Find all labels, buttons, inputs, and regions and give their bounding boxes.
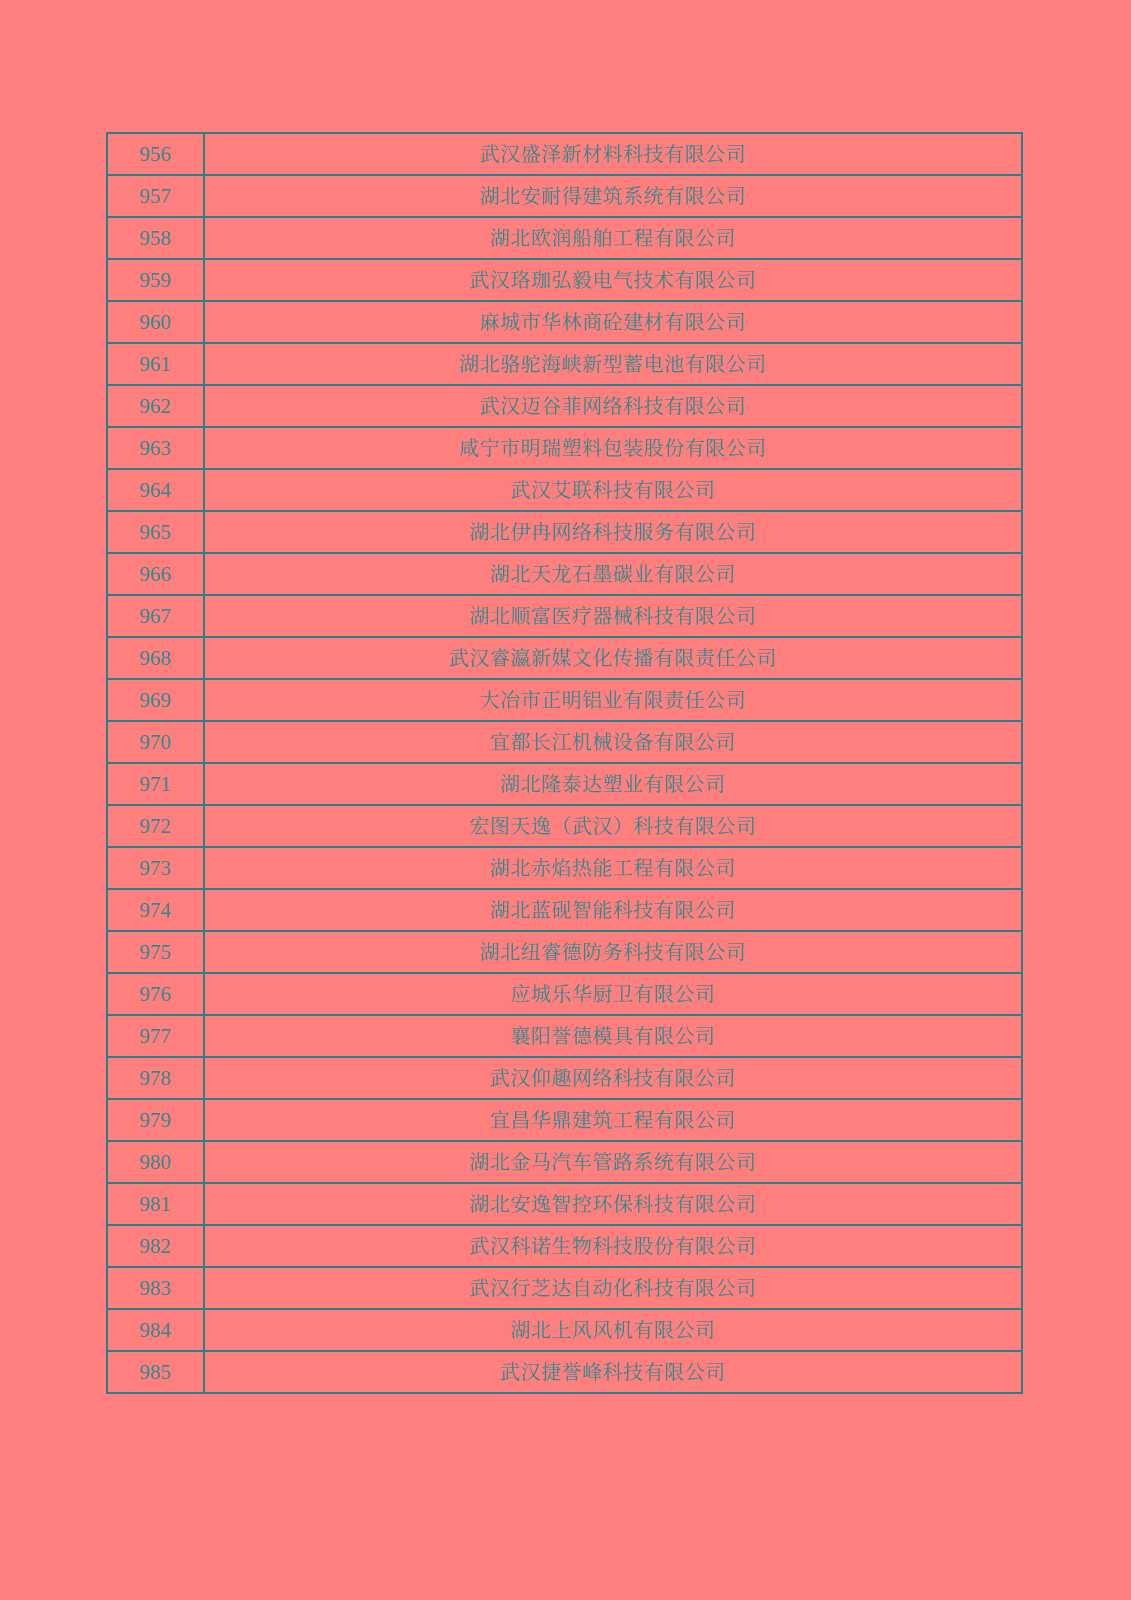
table-row (107, 721, 1022, 763)
table-row (107, 595, 1022, 637)
table-row (107, 427, 1022, 469)
company-name-cell: 湖北顺富医疗器械科技有限公司 (204, 595, 1022, 637)
row-number-cell: 984 (107, 1309, 204, 1351)
company-name-cell: 武汉艾联科技有限公司 (204, 469, 1022, 511)
company-name-cell: 武汉捷誉峰科技有限公司 (204, 1351, 1022, 1393)
table-row (107, 763, 1022, 805)
row-number-cell: 956 (107, 133, 204, 175)
table-row (107, 637, 1022, 679)
table-row (107, 679, 1022, 721)
table-row (107, 133, 1022, 175)
company-name-cell: 宜昌华鼎建筑工程有限公司 (204, 1099, 1022, 1141)
company-name-cell: 宜都长江机械设备有限公司 (204, 721, 1022, 763)
table-row (107, 847, 1022, 889)
company-name-cell: 湖北安耐得建筑系统有限公司 (204, 175, 1022, 217)
row-number-cell: 975 (107, 931, 204, 973)
company-list-body (107, 133, 1022, 1393)
table-row (107, 1267, 1022, 1309)
table-row (107, 259, 1022, 301)
row-number-cell: 957 (107, 175, 204, 217)
row-number-cell: 983 (107, 1267, 204, 1309)
row-number-cell: 958 (107, 217, 204, 259)
company-name-cell: 湖北骆驼海峡新型蓄电池有限公司 (204, 343, 1022, 385)
company-name-cell: 武汉行芝达自动化科技有限公司 (204, 1267, 1022, 1309)
table-row (107, 217, 1022, 259)
table-row (107, 1225, 1022, 1267)
row-number-cell: 959 (107, 259, 204, 301)
company-name-cell: 湖北上风风机有限公司 (204, 1309, 1022, 1351)
company-name-cell: 武汉珞珈弘毅电气技术有限公司 (204, 259, 1022, 301)
table-row (107, 511, 1022, 553)
row-number-cell: 977 (107, 1015, 204, 1057)
row-number-cell: 980 (107, 1141, 204, 1183)
company-name-cell: 湖北蓝砚智能科技有限公司 (204, 889, 1022, 931)
company-name-cell: 武汉盛泽新材料科技有限公司 (204, 133, 1022, 175)
company-name-cell: 武汉科诺生物科技股份有限公司 (204, 1225, 1022, 1267)
table-row (107, 1141, 1022, 1183)
company-name-cell: 宏图天逸（武汉）科技有限公司 (204, 805, 1022, 847)
company-name-cell: 武汉仰趣网络科技有限公司 (204, 1057, 1022, 1099)
row-number-cell: 972 (107, 805, 204, 847)
row-number-cell: 966 (107, 553, 204, 595)
table-row (107, 343, 1022, 385)
table-row (107, 1351, 1022, 1393)
table-row (107, 385, 1022, 427)
row-number-cell: 978 (107, 1057, 204, 1099)
table-row (107, 1099, 1022, 1141)
row-number-cell: 961 (107, 343, 204, 385)
company-name-cell: 应城乐华厨卫有限公司 (204, 973, 1022, 1015)
table-row (107, 175, 1022, 217)
table-row (107, 1015, 1022, 1057)
row-number-cell: 964 (107, 469, 204, 511)
row-number-cell: 976 (107, 973, 204, 1015)
row-number-cell: 965 (107, 511, 204, 553)
row-number-cell: 967 (107, 595, 204, 637)
row-number-cell: 968 (107, 637, 204, 679)
company-name-cell: 武汉睿瀛新媒文化传播有限责任公司 (204, 637, 1022, 679)
row-number-cell: 969 (107, 679, 204, 721)
row-number-cell: 973 (107, 847, 204, 889)
company-name-cell: 湖北安逸智控环保科技有限公司 (204, 1183, 1022, 1225)
table-row (107, 301, 1022, 343)
row-number-cell: 962 (107, 385, 204, 427)
company-name-cell: 湖北伊冉网络科技服务有限公司 (204, 511, 1022, 553)
table-row (107, 469, 1022, 511)
table-row (107, 1057, 1022, 1099)
table-row (107, 889, 1022, 931)
row-number-cell: 979 (107, 1099, 204, 1141)
company-name-cell: 湖北赤焰热能工程有限公司 (204, 847, 1022, 889)
company-name-cell: 襄阳誉德模具有限公司 (204, 1015, 1022, 1057)
row-number-cell: 981 (107, 1183, 204, 1225)
row-number-cell: 974 (107, 889, 204, 931)
table-row (107, 553, 1022, 595)
table-row (107, 1183, 1022, 1225)
company-name-cell: 湖北隆泰达塑业有限公司 (204, 763, 1022, 805)
row-number-cell: 960 (107, 301, 204, 343)
company-name-cell: 麻城市华林商砼建材有限公司 (204, 301, 1022, 343)
company-name-cell: 咸宁市明瑞塑料包装股份有限公司 (204, 427, 1022, 469)
row-number-cell: 971 (107, 763, 204, 805)
row-number-cell: 963 (107, 427, 204, 469)
row-number-cell: 985 (107, 1351, 204, 1393)
table-row (107, 1309, 1022, 1351)
company-name-cell: 大冶市正明铝业有限责任公司 (204, 679, 1022, 721)
row-number-cell: 970 (107, 721, 204, 763)
company-name-cell: 湖北欧润船舶工程有限公司 (204, 217, 1022, 259)
company-name-cell: 武汉迈谷菲网络科技有限公司 (204, 385, 1022, 427)
company-name-cell: 湖北金马汽车管路系统有限公司 (204, 1141, 1022, 1183)
company-name-cell: 湖北天龙石墨碳业有限公司 (204, 553, 1022, 595)
table-row (107, 805, 1022, 847)
table-row (107, 931, 1022, 973)
table-row (107, 973, 1022, 1015)
row-number-cell: 982 (107, 1225, 204, 1267)
company-name-cell: 湖北纽睿德防务科技有限公司 (204, 931, 1022, 973)
company-list-table (106, 132, 1023, 1394)
